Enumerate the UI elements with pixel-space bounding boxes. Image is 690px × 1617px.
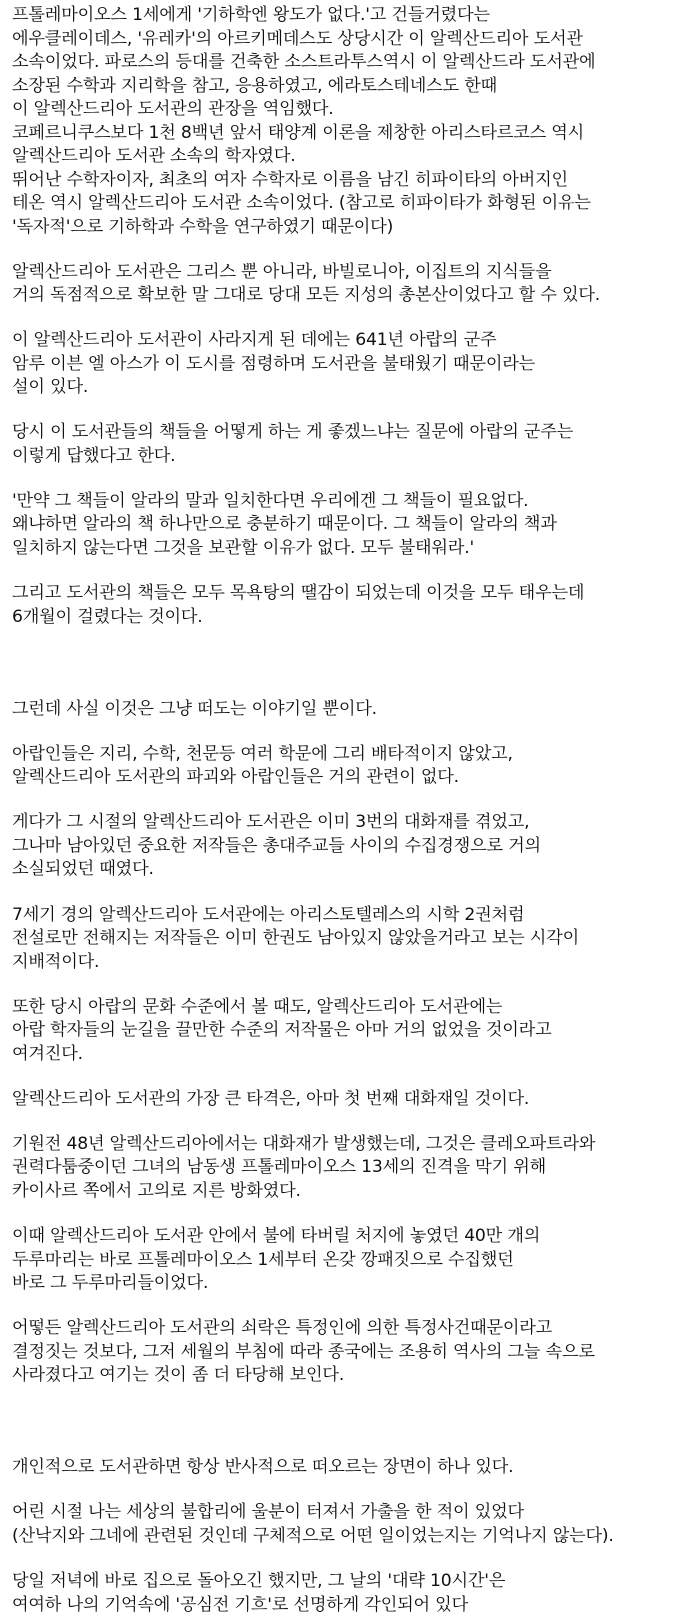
- text-line: 당일 저녁에 바로 집으로 돌아오긴 했지만, 그 날의 '대략 10시간'은: [12, 1571, 506, 1592]
- text-line: 이때 알렉산드리아 도서관 안에서 불에 타버릴 처지에 놓였던 40만 개의: [12, 1226, 541, 1247]
- text-line: 암루 이븐 엘 아스가 이 도시를 점령하며 도서관을 불태웠기 때문이라는: [12, 353, 536, 374]
- paragraph: [0, 1317, 595, 1388]
- text-line: 여여하 나의 기억속에 '공심전 기흐'로 선명하게 각인되어 있다: [12, 1594, 468, 1615]
- text-line: 그런데 사실 이것은 그냥 떠도는 이야기일 뿐이다.: [12, 698, 377, 719]
- text-line: 알렉산드리아 도서관은 그리스 뿐 아니라, 바빌로니아, 이집트의 지식들을: [12, 261, 552, 282]
- text-line: 아랍 학자들의 눈길을 끌만한 수준의 저작물은 아마 거의 없었을 것이라고: [12, 1020, 552, 1041]
- text-line: 소속이었다. 파로스의 등대를 건축한 소스트라투스역시 이 알렉산드라 도서관에: [12, 52, 596, 72]
- text-line: 프톨레마이오스 1세에게 '기하학엔 왕도가 없다.'고 건들거렸다는: [12, 5, 490, 25]
- paragraph: [0, 698, 377, 722]
- text-line: 거의 독점적으로 확보한 말 그대로 당대 모든 지성의 총본산이었다고 할 수 있다.: [12, 285, 601, 306]
- text-line: 테온 역시 알렉산드리아 도서관 소속이었다. (참고로 히파이타가 화형된 이유는: [12, 193, 591, 213]
- text-line: 왜냐하면 알라의 책 하나만으로 충분하기 때문이다. 그 책들이 알라의 책과: [12, 514, 557, 535]
- text-line: 두루마리는 바로 프톨레마이오스 1세부터 온갖 깡패짓으로 수집했던: [12, 1249, 514, 1270]
- text-line: 코페르니쿠스보다 1천 8백년 앞서 태양계 이론을 제창한 아리스타르코스 역시: [12, 122, 585, 143]
- text-line: 사라졌다고 여기는 것이 좀 더 타당해 보인다.: [12, 1365, 345, 1386]
- text-line: 이렇게 답했다고 한다.: [12, 445, 176, 466]
- text-line: 권력다툼중이던 그녀의 남동생 프톨레마이오스 13세의 진격을 막기 위해: [12, 1157, 547, 1178]
- text-line: 소장된 수학과 지리학을 참고, 응용하였고, 에라토스테네스도 한때: [12, 75, 497, 96]
- text-line: 뛰어난 수학자이자, 최초의 여자 수학자로 이름을 남긴 히파이타의 아버지인: [12, 169, 568, 190]
- paragraph: [0, 582, 584, 629]
- text-line: 어린 시절 나는 세상의 불합리에 울분이 터져서 가출을 한 적이 있었다: [12, 1502, 524, 1523]
- text-line: 개인적으로 도서관하면 항상 반사적으로 떠오르는 장면이 하나 있다.: [12, 1457, 514, 1478]
- text-line: 소실되었던 때였다.: [12, 859, 154, 880]
- paragraph: [0, 1501, 614, 1548]
- text-line: '독자적'으로 기하학과 수학을 연구하였기 때문이다): [12, 216, 394, 237]
- text-line: 전설로만 전해지는 저작들은 이미 한권도 남아있지 않았을거라고 보는 시각이: [12, 928, 580, 949]
- text-line: (산낙지와 그네에 관련된 것인데 구체적으로 어떤 일이었는지는 기억나지 않는다).: [12, 1525, 614, 1546]
- paragraph: [0, 261, 600, 308]
- text-line: 여겨진다.: [12, 1043, 83, 1064]
- text-line: 알렉산드리아 도서관의 파괴와 아랍인들은 거의 관련이 없다.: [12, 767, 459, 788]
- text-line: 바로 그 두루마리들이었다.: [12, 1273, 209, 1294]
- text-line: 7세기 경의 알렉산드리아 도서관에는 아리스토텔레스의 시학 2권처럼: [12, 904, 525, 925]
- text-line: 카이사르 쪽에서 고의로 지른 방화였다.: [12, 1180, 301, 1201]
- paragraph: [0, 996, 551, 1067]
- text-line: '만약 그 책들이 알라의 말과 일치한다면 우리에겐 그 책들이 필요없다.: [12, 490, 529, 511]
- text-line: 당시 이 도서관들의 책들을 어떻게 하는 게 좋겠느냐는 질문에 아랍의 군주는: [12, 422, 574, 443]
- text-line: 일치하지 않는다면 그것을 보관할 이유가 없다. 모두 불태워라.': [12, 537, 474, 558]
- text-line: 또한 당시 아랍의 문화 수준에서 볼 때도, 알렉산드리아 도서관에는: [12, 996, 503, 1017]
- text-line: 결정짓는 것보다, 그저 세월의 부침에 따라 종국에는 조용히 역사의 그늘 속으로: [12, 1341, 595, 1362]
- paragraph: [0, 811, 541, 882]
- paragraph: [0, 329, 535, 400]
- text-line: 에우클레이데스, '유레카'의 아르키메데스도 상당시간 이 알렉산드리아 도서관: [12, 28, 583, 49]
- text-line: 그나마 남아있던 중요한 저작들은 총대주교들 사이의 수집경쟁으로 거의: [12, 835, 541, 856]
- paragraph: [0, 4, 595, 239]
- paragraph: [0, 1570, 505, 1617]
- text-line: 이 알렉산드리아 도서관의 관장을 역임했다.: [12, 99, 334, 119]
- text-line: 어떻든 알렉산드리아 도서관의 쇠락은 특정인에 의한 특정사건때문이라고: [12, 1318, 553, 1339]
- paragraph: [0, 1088, 529, 1112]
- text-line: 설이 있다.: [12, 377, 89, 398]
- paragraph: [0, 1133, 595, 1204]
- paragraph: [0, 904, 579, 975]
- text-line: 아랍인들은 지리, 수학, 천문등 여러 학문에 그리 배타적이지 않았고,: [12, 743, 513, 764]
- paragraph: [0, 421, 573, 468]
- paragraph: [0, 1225, 540, 1296]
- text-line: 6개월이 걸렸다는 것이다.: [12, 606, 203, 627]
- text-line: 지배적이다.: [12, 951, 100, 972]
- text-line: 그리고 도서관의 책들은 모두 목욕탕의 땔감이 되었는데 이것을 모두 태우는데: [12, 583, 585, 604]
- text-line: 게다가 그 시절의 알렉산드리아 도서관은 이미 3번의 대화재를 겪었고,: [12, 812, 530, 833]
- text-line: 알렉산드리아 도서관의 가장 큰 타격은, 아마 첫 번째 대화재일 것이다.: [12, 1088, 530, 1109]
- paragraph: [0, 490, 557, 561]
- paragraph: [0, 743, 513, 790]
- text-line: 이 알렉산드리아 도서관이 사라지게 된 데에는 641년 아랍의 군주: [12, 330, 497, 351]
- text-line: 기원전 48년 알렉산드리아에서는 대화재가 발생했는데, 그것은 클레오파트라와: [12, 1133, 596, 1154]
- text-line: 알렉산드리아 도서관 소속의 학자였다.: [12, 146, 296, 166]
- paragraph: [0, 1456, 513, 1480]
